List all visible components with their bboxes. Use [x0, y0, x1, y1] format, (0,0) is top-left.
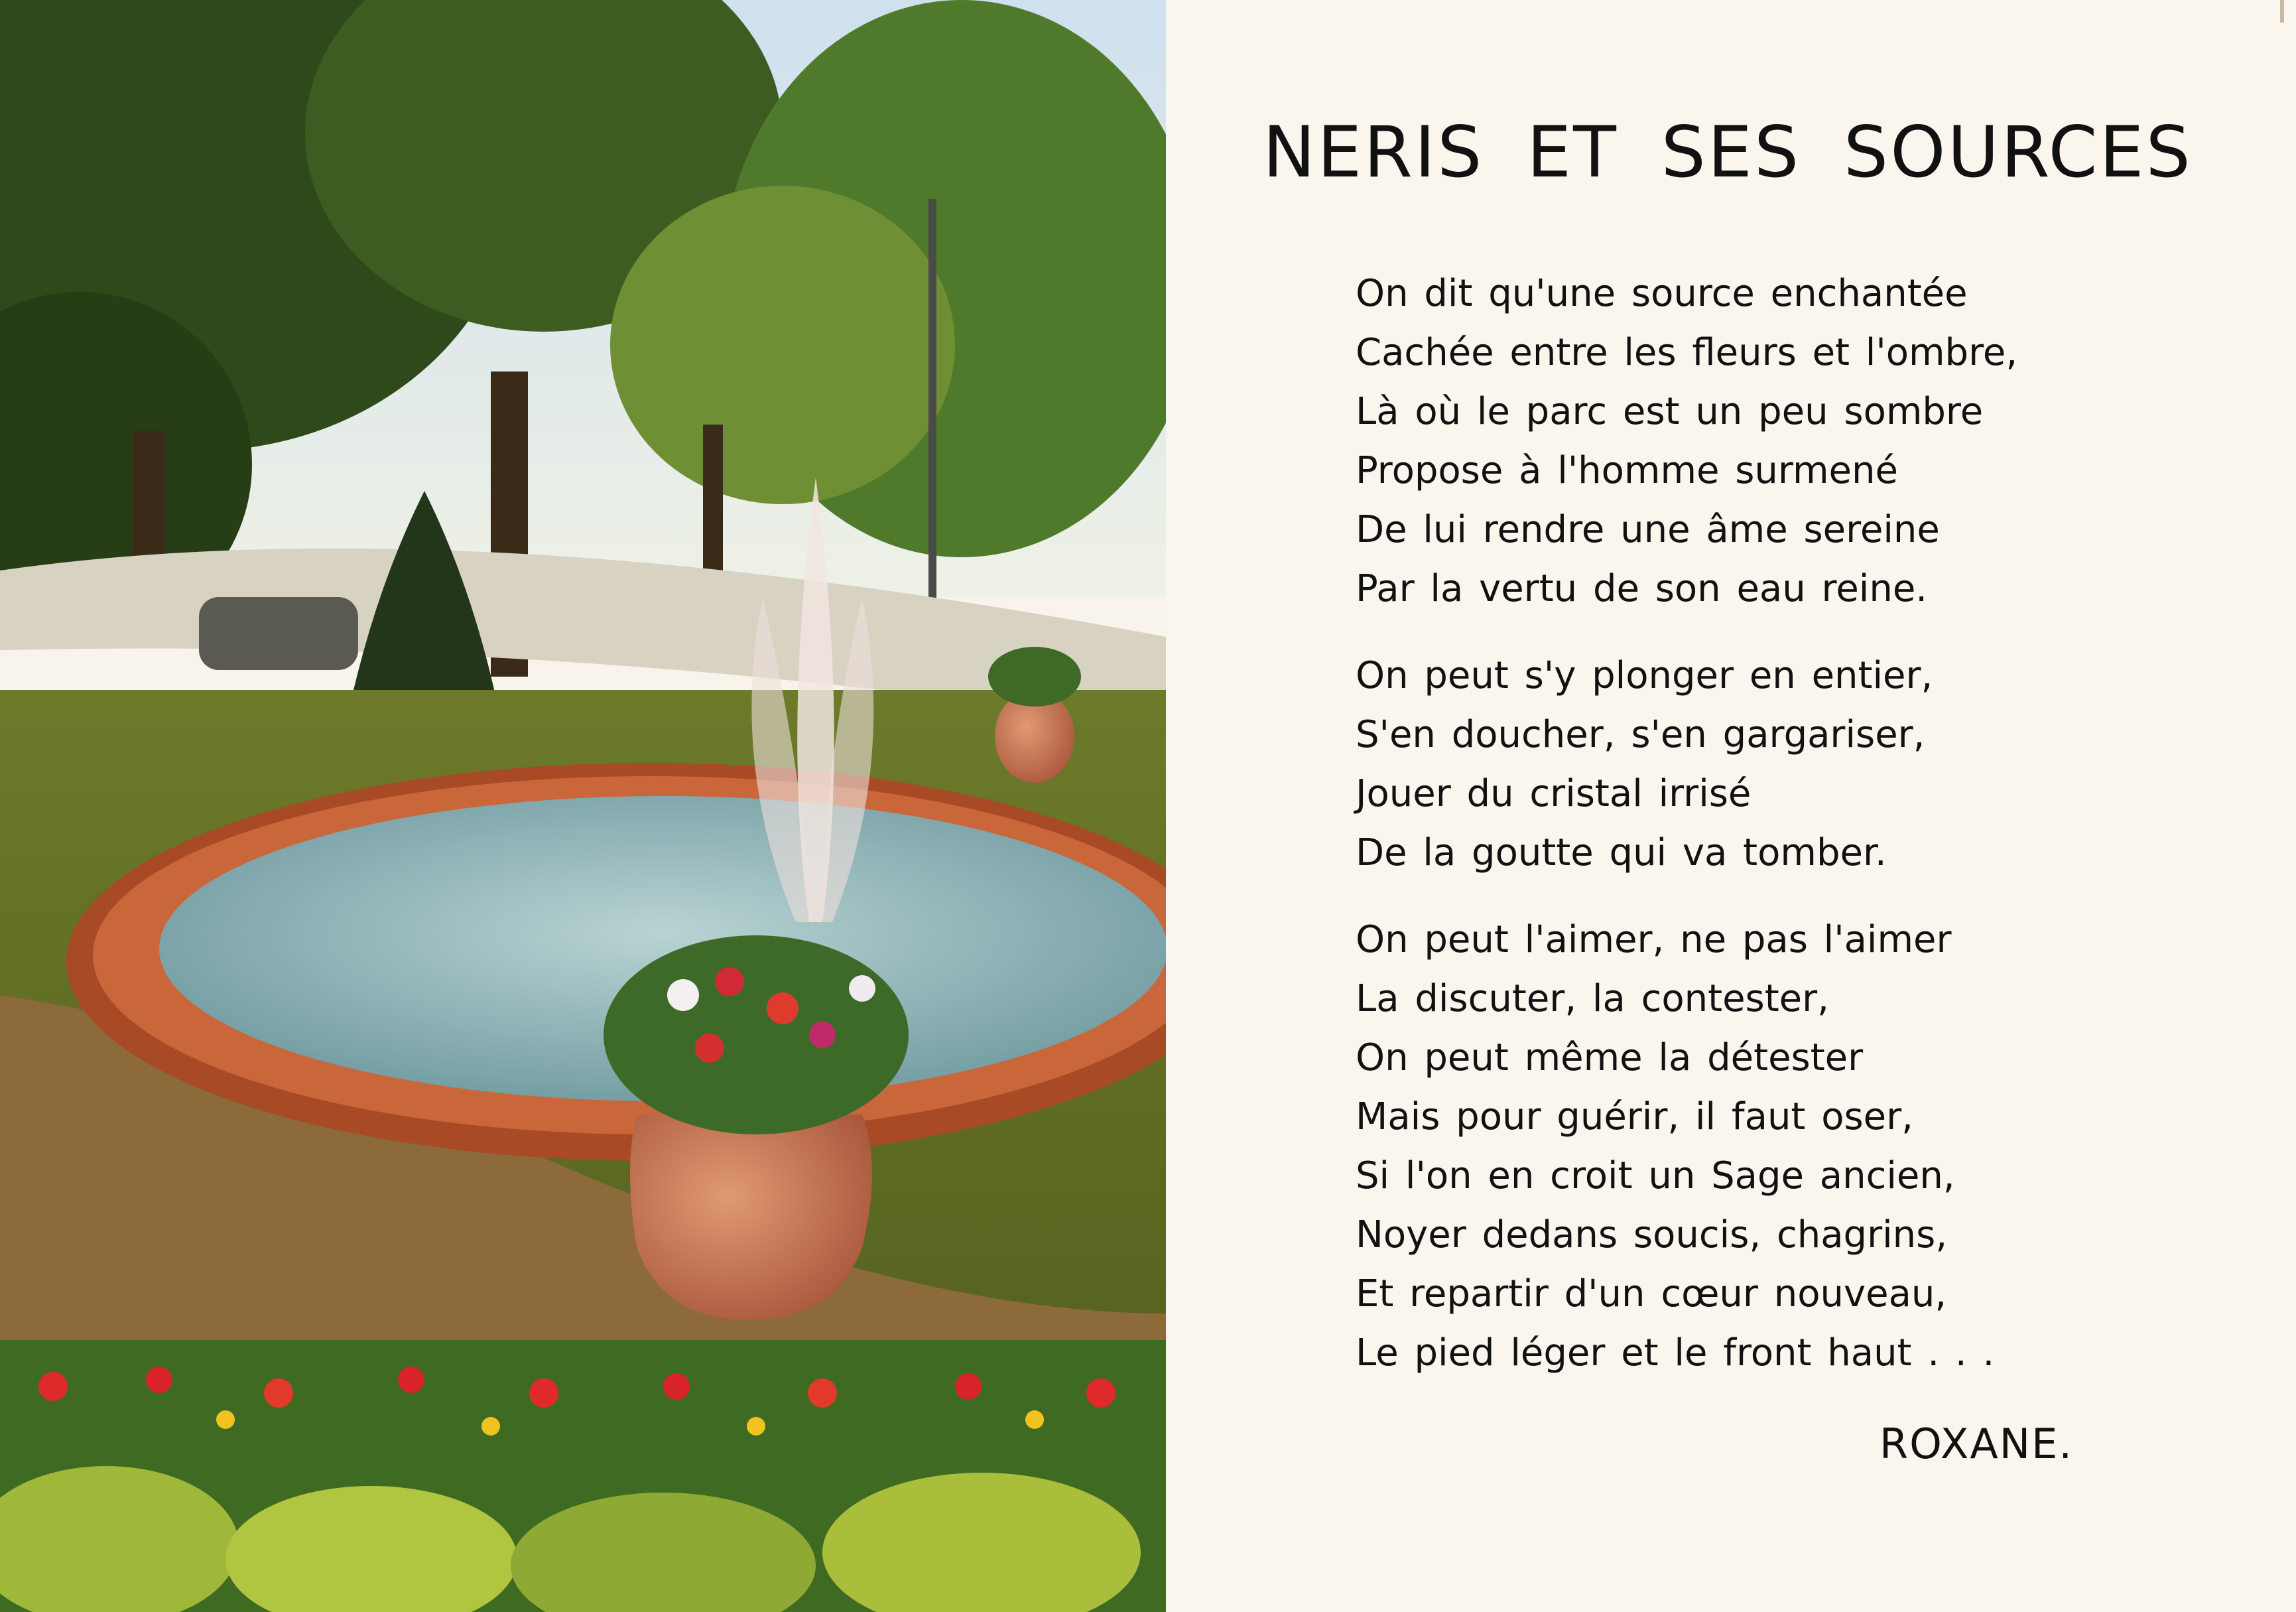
- poem-line: Mais pour guérir, il faut oser,: [1356, 1095, 1913, 1138]
- poem-title: NERIS ET SES SOURCES: [1263, 111, 2193, 193]
- corner-mark: [2280, 0, 2284, 23]
- stanza-3: [1356, 910, 2017, 1382]
- poem-line: Cachée entre les fleurs et l'ombre,: [1356, 331, 2018, 374]
- stanza-1: [1356, 264, 2017, 618]
- poem-line: On peut même la détester: [1356, 1036, 1864, 1079]
- poem-line: On peut l'aimer, ne pas l'aimer: [1356, 918, 1952, 961]
- stanza-2: [1356, 646, 2017, 882]
- poem-line: On dit qu'une source enchantée: [1356, 272, 1968, 315]
- poem-line: On peut s'y plonger en entier,: [1356, 654, 1933, 697]
- poem-line: Et repartir d'un cœur nouveau,: [1356, 1272, 1947, 1315]
- poem-line: De lui rendre une âme sereine: [1356, 508, 1940, 551]
- poem-body: [1356, 264, 2017, 1410]
- poem-line: Le pied léger et le front haut . . .: [1356, 1331, 1995, 1375]
- poem-line: Par la vertu de son eau reine.: [1356, 567, 1928, 610]
- poem-line: Noyer dedans soucis, chagrins,: [1356, 1213, 1948, 1256]
- poem-line: S'en doucher, s'en gargariser,: [1356, 713, 1925, 756]
- poem-line: Propose à l'homme surmené: [1356, 449, 1898, 492]
- poem-line: Là où le parc est un peu sombre: [1356, 390, 1984, 433]
- poem-line: Si l'on en croit un Sage ancien,: [1356, 1154, 1955, 1197]
- poem-line: La discuter, la contester,: [1356, 977, 1829, 1020]
- poem-line: De la goutte qui va tomber.: [1356, 831, 1887, 874]
- poem-author: ROXANE.: [1880, 1420, 2074, 1468]
- poem-line: Jouer du cristal irrisé: [1356, 772, 1752, 815]
- poem-panel: [1166, 0, 2296, 1612]
